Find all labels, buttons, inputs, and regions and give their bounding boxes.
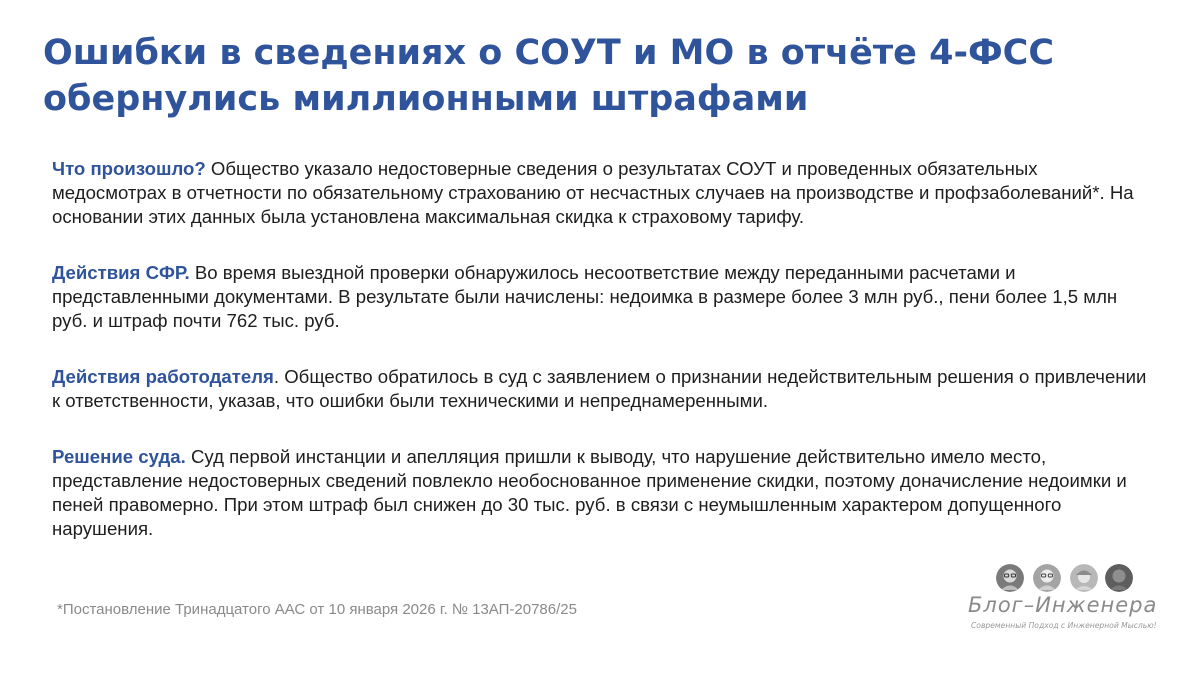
section-text: Общество указало недостоверные сведения о результатах СОУТ и проведенных обязательных медосмотрах в отчетности по обязательному страхованию от несчастных случаев на производстве и профзаболеваний*. На основании этих данных была установлена максимальная скидка к страховому тарифу.	[52, 158, 1134, 227]
logo-name: Блог–Инженера	[968, 593, 1158, 617]
blog-logo	[968, 563, 1163, 638]
section-what-happened	[52, 157, 1152, 229]
engineer-dark-icon	[1105, 564, 1133, 592]
section-sfr-actions	[52, 261, 1152, 333]
logo-slogan: Современный Подход с Инженерной Мыслью!	[971, 621, 1157, 630]
page-title: Ошибки в сведениях о СОУТ и МО в отчёте 4-ФСС обернулись миллионными штрафами	[43, 33, 1055, 119]
engineer-glasses-icon	[1033, 564, 1061, 592]
section-court-decision	[52, 445, 1152, 541]
section-text: . Общество обратилось в суд с заявлением о признании недействительным решения о привлечении к ответственности, указав, что ошибки были техническими и непреднамеренными.	[52, 366, 1147, 411]
article-body	[52, 157, 1152, 541]
section-lead: Что произошло?	[52, 158, 206, 179]
section-text: Суд первой инстанции и апелляция пришли к выводу, что нарушение действительно имело место, представление недостоверных сведений повлекло необоснованное применение скидки, поэтому доначисление недоимки и пеней правомерно. При этом штраф был снижен до 30 тыс. руб. в связи с неумышленным характером допущенного нарушения.	[52, 446, 1127, 539]
engineer-helmet-icon	[1070, 564, 1098, 592]
section-lead: Действия работодателя	[52, 366, 274, 387]
footnote: *Постановление Тринадцатого ААС от 10 января 2026 г. № 13АП-20786/25	[57, 601, 577, 618]
section-lead: Действия СФР.	[52, 262, 190, 283]
section-lead: Решение суда.	[52, 446, 186, 467]
section-text: Во время выездной проверки обнаружилось несоответствие между переданными расчетами и представленными документами. В результате были начислены: недоимка в размере более 3 млн руб., пени более 1,5 млн руб. и штраф почти 762 тыс. руб.	[52, 262, 1118, 331]
section-employer-actions	[52, 365, 1152, 413]
engineer-face-icon	[996, 564, 1024, 592]
